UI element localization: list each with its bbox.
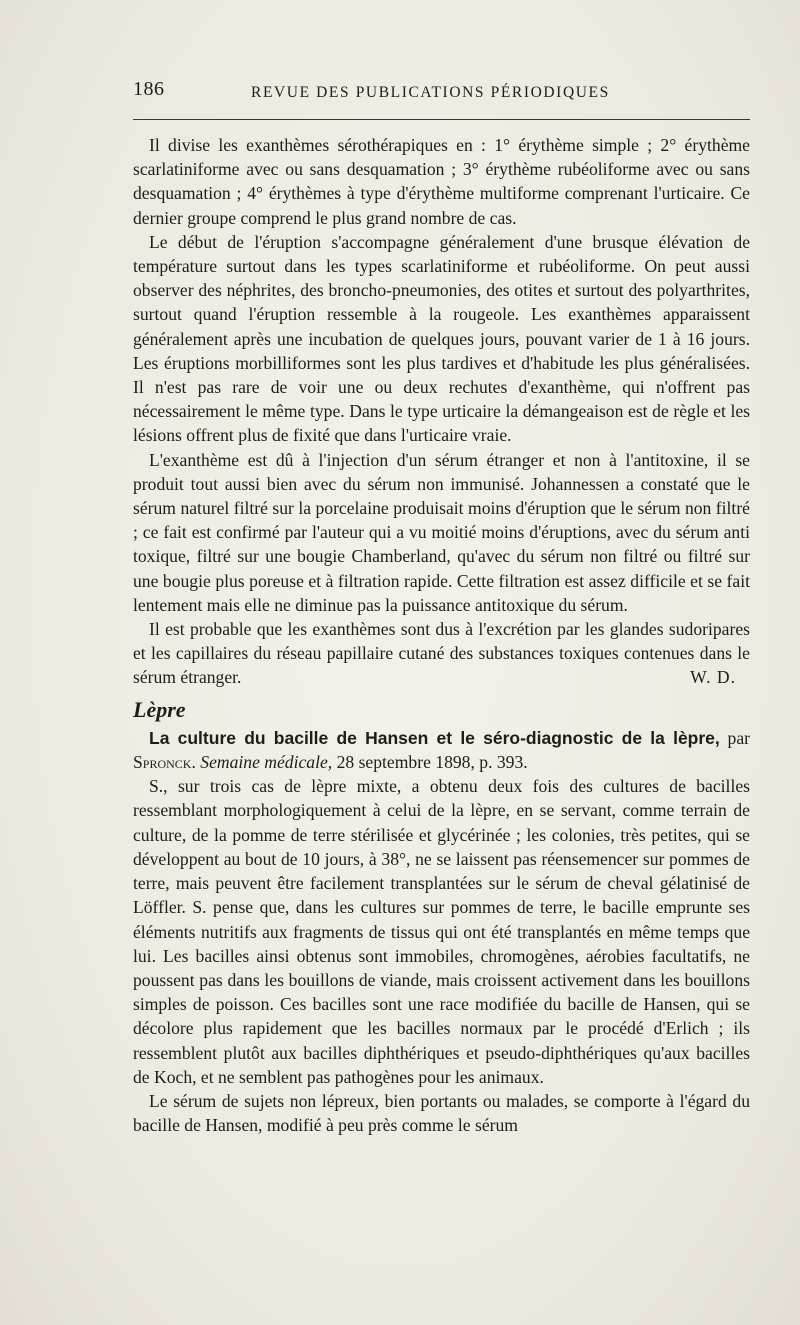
paragraph-with-signature: [133, 617, 750, 690]
paragraph-text: Il est probable que les exanthèmes sont dus à l'excrétion par les glandes sudoripares et les capillaires du réseau papillaire cutané des substances toxiques contenues dans le sérum étranger.: [133, 619, 750, 688]
article-heading: [133, 726, 750, 774]
article-author: Spronck.: [133, 752, 196, 773]
paragraph: Le début de l'éruption s'accompagne généralement d'une brusque élévation de température surtout dans les types scarlatiniforme et rubéoliforme. On peut aussi observer des néphrites, des broncho-pneumonies, des otites et surtout des polyarthrites, surtout quand l'éruption ressemble à la rougeole. Les exanthèmes apparaissent généralement après une incubation de quelques jours, pouvant varier de 1 à 16 jours. Les éruptions morbilliformes sont les plus tardives et d'habitude les plus généralisées. Il n'est pas rare de voir une ou deux rechutes d'exanthème, qui n'offrent pas nécessairement le même type. Dans le type urticaire la démangeaison est de règle et les lésions offrent plus de fixité que dans l'urticaire vraie.: [133, 231, 750, 446]
article-by: par: [727, 727, 750, 748]
article-title: La culture du bacille de Hansen et le séro-diagnostic de la lèpre,: [149, 727, 720, 748]
article-citation: 28 septembre 1898, p. 393.: [336, 752, 528, 773]
paragraph: Il divise les exanthèmes sérothérapiques en : 1° érythème simple ; 2° érythème scarlatiniforme avec ou sans desquamation ; 3° érythème rubéoliforme avec ou sans desquamation ; 4° érythèmes à type d'érythème multiforme comprenant l'urticaire. Ce dernier groupe comprend le plus grand nombre de cas.: [133, 135, 750, 228]
page-header: [133, 78, 750, 108]
paragraph: Le sérum de sujets non lépreux, bien portants ou malades, se comporte à l'égard du bacille de Hansen, modifié à peu près comme le sérum: [133, 1090, 750, 1136]
header-rule: [133, 119, 750, 120]
body-text: [133, 133, 750, 1137]
running-title: REVUE DES PUBLICATIONS PÉRIODIQUES: [251, 84, 610, 101]
page-number: 186: [133, 78, 165, 100]
section-heading: Lèpre: [133, 696, 186, 722]
paragraph: L'exanthème est dû à l'injection d'un sérum étranger et non à l'antitoxine, il se produit tout aussi bien avec du sérum non immunisé. Johannessen a constaté que le sérum naturel filtré sur la porcelaine produisait moins d'éruption que le sérum non filtré ; ce fait est confirmé par l'auteur qui a vu moitié moins d'éruptions, avec du sérum anti toxique, filtré sur une bougie Chamberland, qu'avec du sérum non filtré ou filtré sur une bougie plus poreuse et à filtration rapide. Cette filtration est assez difficile et se fait lentement mais elle ne diminue pas la puissance antitoxique du sérum.: [133, 449, 750, 615]
paragraph: S., sur trois cas de lèpre mixte, a obtenu deux fois des cultures de bacilles ressemblant morphologiquement à celui de la lèpre, en se servant, comme terrain de culture, de la pomme de terre stérilisée et glycérinée ; les colonies, très petites, qui se développent au bout de 10 jours, à 38°, ne se laissent pas réensemencer sur pommes de terre, mais peuvent être facilement transplantées sur le sérum de cheval gélatinisé de Löffler. S. pense que, dans les cultures sur pommes de terre, le bacille emprunte ses éléments nutritifs aux fragments de tissus qui ont été transplantés en même temps que lui. Les bacilles ainsi obtenus sont immobiles, chromogènes, aérobies facultatifs, ne poussent pas dans les bouillons de viande, mais croissent activement dans les bouillons simples de poisson. Ces bacilles sont une race modifiée du bacille de Hansen, qui se décolore plus rapidement que les bacilles normaux par le procédé d'Erlich ; ils ressemblent plutôt aux bacilles diphthériques et pseudo-diphthériques qu'aux bacilles de Koch, et ne semblent pas pathogènes pour les animaux.: [133, 776, 750, 1087]
article-journal: Semaine médicale,: [200, 752, 333, 773]
signature: W. D.: [690, 667, 736, 688]
